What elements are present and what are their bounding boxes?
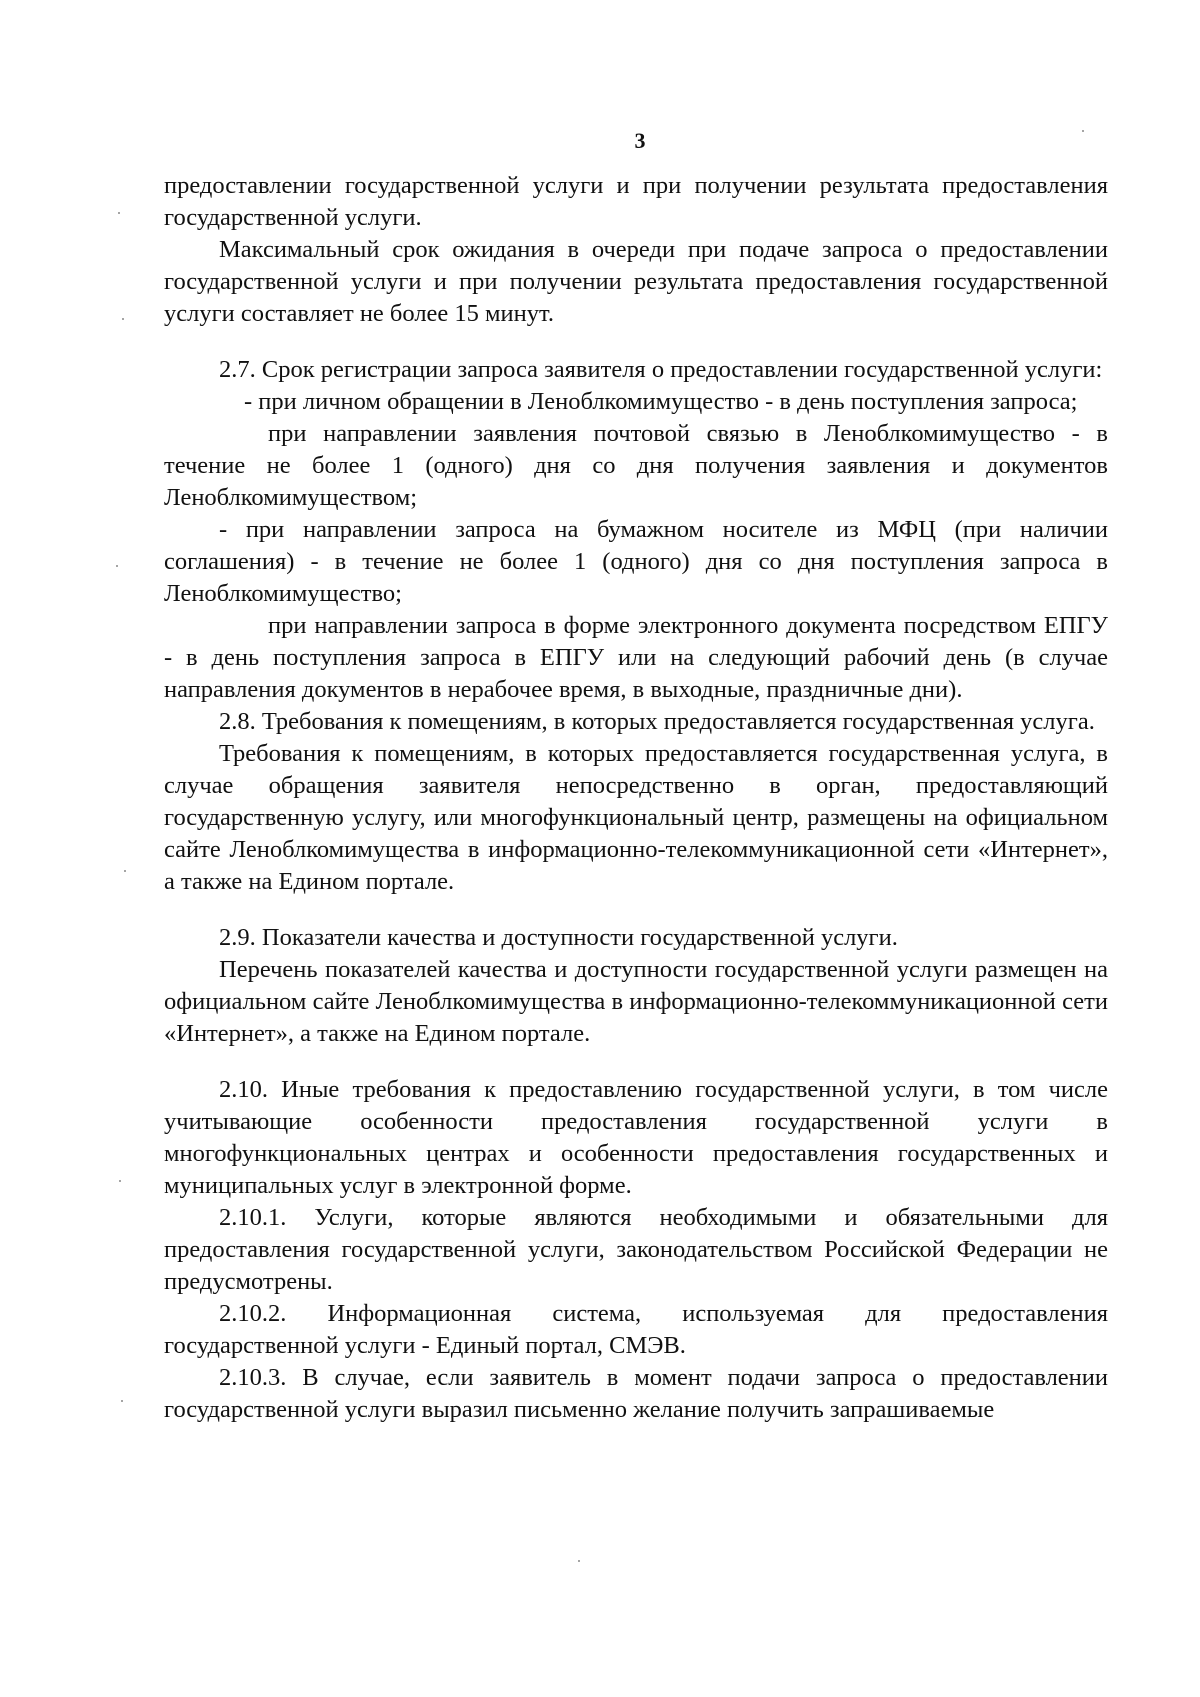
section-2-7-item-personal: - при личном обращении в Леноблкомимущество - в день поступления запроса;	[244, 388, 1078, 415]
section-2-7-item-epgu: при направлении запроса в форме электронного документа посредством ЕПГУ - в день поступления запроса в ЕПГУ или на следующий рабочий день (в случае направления документов в нерабочее время, в выходные, праздничные дни).	[164, 612, 1108, 703]
scan-speck	[119, 1180, 121, 1182]
scan-speck	[121, 1400, 123, 1402]
scan-speck	[118, 212, 120, 214]
section-2-9-body: Перечень показателей качества и доступности государственной услуги размещен на официальном сайте Леноблкомимущества в информационно-телекоммуникационной сети «Интернет», а также на Едином портале.	[164, 956, 1108, 1047]
scan-speck	[116, 565, 118, 567]
section-2-7-item-mfc: - при направлении запроса на бумажном носителе из МФЦ (при наличии соглашения) - в течение не более 1 (одного) дня со дня поступления запроса в Леноблкомимущество;	[164, 516, 1108, 607]
scan-speck	[124, 870, 126, 872]
section-2-9-heading: 2.9. Показатели качества и доступности государственной услуги.	[219, 924, 898, 951]
document-body	[164, 170, 1108, 1426]
section-2-7-heading: 2.7. Срок регистрации запроса заявителя о предоставлении государственной услуги:	[219, 356, 1103, 383]
page-number: 3	[634, 128, 646, 153]
section-2-7-item-post: при направлении заявления почтовой связью в Леноблкомимущество - в течение не более 1 (одного) дня со дня получения заявления и документов Леноблкомимуществом;	[164, 420, 1108, 511]
section-2-10-3: 2.10.3. В случае, если заявитель в момент подачи запроса о предоставлении государственной услуги выразил письменно желание получить запрашиваемые	[164, 1364, 1108, 1423]
scan-speck	[1082, 130, 1084, 132]
section-2-8-body: Требования к помещениям, в которых предоставляется государственная услуга, в случае обращения заявителя непосредственно в орган, предоставляющий государственную услугу, или многофункциональный центр, размещены на официальном сайте Леноблкомимущества в информационно-телекоммуникационной сети «Интернет», а также на Едином портале.	[164, 740, 1108, 895]
section-2-10-1: 2.10.1. Услуги, которые являются необходимыми и обязательными для предоставления государственной услуги, законодательством Российской Федерации не предусмотрены.	[164, 1204, 1108, 1295]
section-2-10-heading: 2.10. Иные требования к предоставлению государственной услуги, в том числе учитывающие особенности предоставления государственной услуги в многофункциональных центрах и особенности предоставления государственных и муниципальных услуг в электронной форме.	[164, 1076, 1108, 1199]
paragraph-max-wait: Максимальный срок ожидания в очереди при подаче запроса о предоставлении государственной услуги и при получении результата предоставления государственной услуги составляет не более 15 минут.	[164, 236, 1108, 327]
scan-speck	[578, 1560, 580, 1562]
section-2-10-2: 2.10.2. Информационная система, используемая для предоставления государственной услуги - Единый портал, СМЭВ.	[164, 1300, 1108, 1359]
paragraph-intro-continuation: предоставлении государственной услуги и при получении результата предоставления государственной услуги.	[164, 172, 1108, 231]
section-2-8-heading: 2.8. Требования к помещениям, в которых предоставляется государственная услуга.	[219, 708, 1095, 735]
scan-speck	[122, 318, 124, 320]
